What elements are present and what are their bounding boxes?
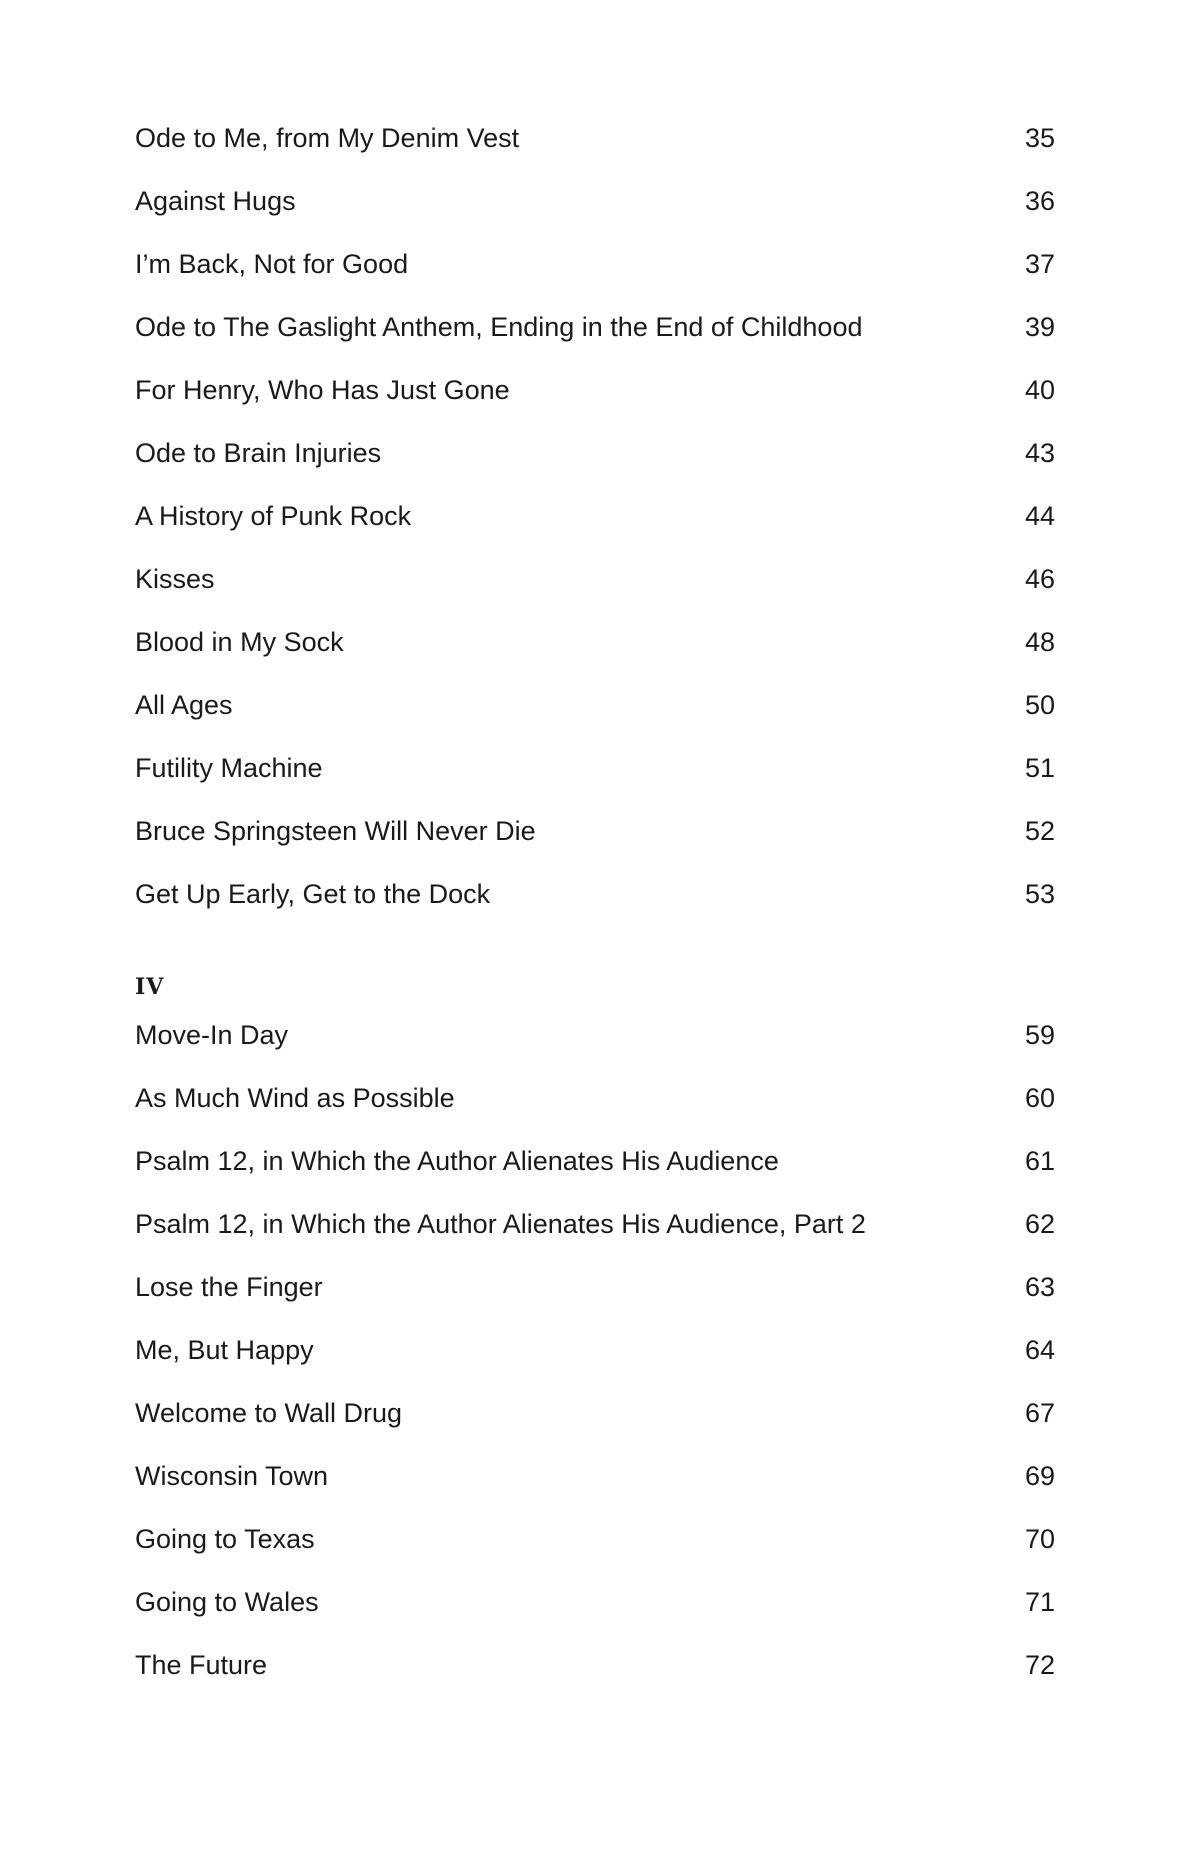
- toc-entry-title: Lose the Finger: [135, 1272, 323, 1302]
- toc-entry-page-number: 37: [1024, 249, 1055, 279]
- toc-entry: [135, 689, 1055, 752]
- toc-entry-title: For Henry, Who Has Just Gone: [135, 375, 510, 405]
- toc-entry: [135, 1460, 1055, 1523]
- toc-entry-title: As Much Wind as Possible: [135, 1083, 455, 1113]
- toc-entry-title: All Ages: [135, 690, 233, 720]
- toc-entry: [135, 122, 1055, 185]
- toc-entry: [135, 563, 1055, 626]
- toc-entry-title: Ode to Brain Injuries: [135, 438, 382, 468]
- toc-entry: [135, 626, 1055, 689]
- toc-entry-title: Against Hugs: [135, 186, 296, 216]
- toc-entry-title: Move-In Day: [135, 1020, 289, 1050]
- toc-entry-title: Going to Wales: [135, 1587, 319, 1617]
- toc-entry-title: Me, But Happy: [135, 1335, 314, 1365]
- toc-entry: [135, 1208, 1055, 1271]
- toc-entry-title: A History of Punk Rock: [135, 501, 412, 531]
- section-spacer: [135, 941, 1055, 975]
- toc-entry-page-number: 51: [1024, 753, 1055, 783]
- toc-entry-page-number: 53: [1024, 879, 1055, 909]
- toc-entry-title: Wisconsin Town: [135, 1461, 329, 1491]
- toc-entry-page-number: 62: [1024, 1209, 1055, 1239]
- toc-entry-title: Psalm 12, in Which the Author Alienates His Audience: [135, 1146, 779, 1176]
- toc-entry-page-number: 59: [1024, 1020, 1055, 1050]
- toc-entry-page-number: 71: [1024, 1587, 1055, 1617]
- toc-entry-page-number: 39: [1024, 312, 1055, 342]
- toc-entry-title: Futility Machine: [135, 753, 323, 783]
- toc-entry-title: Blood in My Sock: [135, 627, 344, 657]
- toc-entry-page-number: 44: [1024, 501, 1055, 531]
- toc-entry: [135, 752, 1055, 815]
- toc-entry-page-number: 35: [1024, 123, 1055, 153]
- toc-entry-page-number: 72: [1024, 1650, 1055, 1680]
- toc-entry: [135, 1082, 1055, 1145]
- toc-entry-page-number: 40: [1024, 375, 1055, 405]
- toc-entry-page-number: 36: [1024, 186, 1055, 216]
- toc-entry: [135, 311, 1055, 374]
- toc-entry: [135, 1586, 1055, 1649]
- toc-entry-page-number: 43: [1024, 438, 1055, 468]
- toc-entry: [135, 815, 1055, 878]
- toc-entry-title: Kisses: [135, 564, 215, 594]
- toc-entry: [135, 878, 1055, 941]
- toc-entry-title: Get Up Early, Get to the Dock: [135, 879, 491, 909]
- toc-entry: [135, 500, 1055, 563]
- toc-entry-title: The Future: [135, 1650, 268, 1680]
- toc-entry-title: Ode to Me, from My Denim Vest: [135, 123, 520, 153]
- toc-entry-page-number: 70: [1024, 1524, 1055, 1554]
- toc-entry: [135, 1649, 1055, 1712]
- toc-entry-page-number: 60: [1024, 1083, 1055, 1113]
- toc-entry: [135, 1334, 1055, 1397]
- toc-entry: [135, 1019, 1055, 1082]
- toc-entry: [135, 437, 1055, 500]
- section-heading: IV: [135, 974, 165, 1000]
- toc-entry: [135, 1145, 1055, 1208]
- toc-entry-title: Psalm 12, in Which the Author Alienates His Audience, Part 2: [135, 1209, 866, 1239]
- toc-entry-page-number: 67: [1024, 1398, 1055, 1428]
- toc-entry-page-number: 52: [1024, 816, 1055, 846]
- toc-entry-page-number: 61: [1024, 1146, 1055, 1176]
- toc-entry-title: Bruce Springsteen Will Never Die: [135, 816, 536, 846]
- toc-entry-title: I’m Back, Not for Good: [135, 249, 409, 279]
- table-of-contents: [135, 122, 1055, 1712]
- toc-entry: [135, 185, 1055, 248]
- toc-entry: [135, 1271, 1055, 1334]
- toc-entry-page-number: 69: [1024, 1461, 1055, 1491]
- toc-entry: [135, 1397, 1055, 1460]
- toc-entry: [135, 374, 1055, 437]
- toc-entry: [135, 248, 1055, 311]
- toc-entry-title: Welcome to Wall Drug: [135, 1398, 403, 1428]
- toc-entry: [135, 1523, 1055, 1586]
- toc-entry-page-number: 48: [1024, 627, 1055, 657]
- toc-entry-title: Going to Texas: [135, 1524, 315, 1554]
- toc-entry-page-number: 46: [1024, 564, 1055, 594]
- toc-entry-page-number: 63: [1024, 1272, 1055, 1302]
- toc-entry-page-number: 50: [1024, 690, 1055, 720]
- toc-entry-title: Ode to The Gaslight Anthem, Ending in the End of Childhood: [135, 312, 863, 342]
- toc-entry-page-number: 64: [1024, 1335, 1055, 1365]
